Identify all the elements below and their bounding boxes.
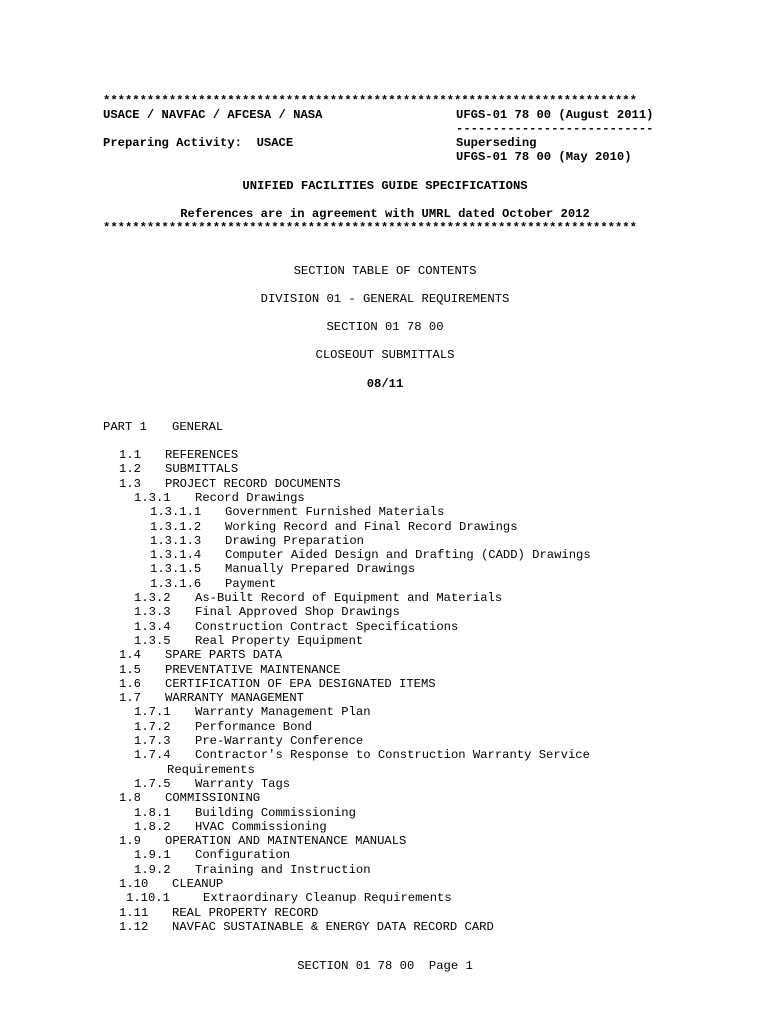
toc-item-number: 1.9 (119, 834, 141, 849)
preparing-activity: Preparing Activity: USACE (103, 136, 294, 150)
toc-item-number: 1.2 (119, 462, 141, 477)
toc-item-title: Working Record and Final Record Drawings (225, 519, 518, 534)
toc-item-number: 1.3.1 (134, 490, 171, 505)
toc-item-number: 1.7.3 (134, 734, 171, 748)
toc-item-title: Computer Aided Design and Drafting (CADD) Drawings (225, 548, 591, 563)
toc-item-number: 1.3.1.2 (150, 519, 202, 534)
toc-item-title: CERTIFICATION OF EPA DESIGNATED ITEMS (165, 676, 436, 691)
toc-item-number: 1.1 (119, 448, 141, 462)
toc-item-number: 1.7 (119, 691, 141, 706)
toc-item-number: 1.5 (119, 662, 141, 677)
toc-item-title: SUBMITTALS (165, 462, 239, 477)
ufgs-previous: UFGS-01 78 00 (May 2010) (456, 150, 632, 164)
toc-item-number: 1.9.1 (134, 848, 171, 863)
toc-item-number: 1.3.2 (134, 591, 171, 605)
star-rule-bottom: ************************************************************************* (103, 221, 637, 235)
references-note: References are in agreement with UMRL dated October 2012 (180, 207, 590, 221)
toc-item-title: Record Drawings (195, 490, 305, 505)
part-number: PART 1 (103, 420, 147, 434)
toc-item-number: 1.3.1.6 (150, 576, 202, 591)
toc-item-title: PROJECT RECORD DOCUMENTS (165, 476, 341, 491)
toc-item-title: REFERENCES (165, 448, 239, 462)
guide-title: UNIFIED FACILITIES GUIDE SPECIFICATIONS (242, 179, 528, 193)
toc-item-title: Drawing Preparation (225, 533, 364, 548)
part-title: GENERAL (172, 420, 224, 434)
toc-item-number: 1.7.2 (134, 719, 171, 734)
star-rule-top: ************************************************************************* (103, 94, 637, 108)
section-name: CLOSEOUT SUBMITTALS (315, 348, 455, 362)
toc-item-title: Building Commissioning (195, 805, 356, 820)
toc-item-number: 1.3 (119, 476, 141, 491)
toc-item-number: 1.3.1.5 (150, 562, 202, 577)
toc-item-title: Training and Instruction (195, 862, 371, 877)
toc-item-title: As-Built Record of Equipment and Materials (195, 591, 503, 605)
section-date: 08/11 (366, 377, 404, 391)
section-number: SECTION 01 78 00 (326, 320, 444, 334)
toc-item-title: REAL PROPERTY RECORD (172, 905, 319, 920)
superseding-label: Superseding (456, 136, 537, 150)
toc-item-number: 1.7.4 (134, 748, 171, 763)
toc-item-number: 1.9.2 (134, 862, 171, 877)
toc-item-title: HVAC Commissioning (195, 819, 327, 834)
toc-item-number: 1.3.3 (134, 605, 171, 620)
toc-item-title: Configuration (195, 848, 291, 863)
toc-item-number: 1.6 (119, 676, 141, 691)
dash-rule: --------------------------- (456, 122, 654, 136)
page-footer: SECTION 01 78 00 Page 1 (297, 959, 473, 973)
toc-item-number: 1.3.1.3 (150, 533, 202, 548)
toc-item-number: 1.3.4 (134, 619, 171, 634)
toc-item-number: 1.10.1 (126, 891, 170, 906)
toc-item-title: SPARE PARTS DATA (165, 648, 283, 663)
toc-item-title: Requirements (167, 762, 255, 777)
toc-item-title: Real Property Equipment (195, 633, 364, 648)
toc-item-title: Performance Bond (195, 719, 313, 734)
toc-item-number: 1.4 (119, 648, 141, 663)
toc-item-title: NAVFAC SUSTAINABLE & ENERGY DATA RECORD CARD (172, 919, 494, 934)
toc-item-title: Contractor's Response to Construction Warranty Service (195, 748, 590, 763)
toc-item-title: PREVENTATIVE MAINTENANCE (165, 662, 341, 677)
toc-item-number: 1.3.1.4 (150, 548, 202, 563)
toc-item-title: CLEANUP (172, 877, 224, 891)
toc-item-title: OPERATION AND MAINTENANCE MANUALS (165, 834, 407, 849)
toc-item-number: 1.7.1 (134, 705, 171, 720)
toc-item-number: 1.8.2 (134, 819, 171, 834)
toc-item-number: 1.11 (119, 905, 149, 920)
toc-item-title: WARRANTY MANAGEMENT (165, 691, 304, 706)
toc-item-number: 1.10 (119, 877, 149, 891)
toc-item-number: 1.12 (119, 919, 149, 934)
toc-title: SECTION TABLE OF CONTENTS (293, 264, 477, 278)
toc-item-title: Government Furnished Materials (225, 505, 445, 520)
toc-item-number: 1.3.5 (134, 633, 171, 648)
agencies: USACE / NAVFAC / AFCESA / NASA (103, 108, 323, 122)
toc-item-number: 1.3.1.1 (150, 505, 202, 520)
toc-item-number: 1.8 (119, 791, 141, 806)
toc-item-title: Warranty Management Plan (195, 705, 371, 720)
toc-item-title: Manually Prepared Drawings (225, 562, 416, 577)
toc-item-number: 1.8.1 (134, 805, 171, 820)
toc-item-title: Pre-Warranty Conference (195, 734, 364, 748)
ufgs-current: UFGS-01 78 00 (August 2011) (456, 108, 654, 122)
toc-item-number: 1.7.5 (134, 776, 171, 791)
toc-item-title: Construction Contract Specifications (195, 619, 459, 634)
toc-item-title: Final Approved Shop Drawings (195, 605, 400, 620)
toc-item-title: Warranty Tags (195, 776, 291, 791)
toc-item-title: Payment (225, 576, 277, 591)
toc-item-title: COMMISSIONING (165, 791, 261, 806)
division-title: DIVISION 01 - GENERAL REQUIREMENTS (260, 292, 510, 306)
toc-item-title: Extraordinary Cleanup Requirements (203, 891, 452, 906)
